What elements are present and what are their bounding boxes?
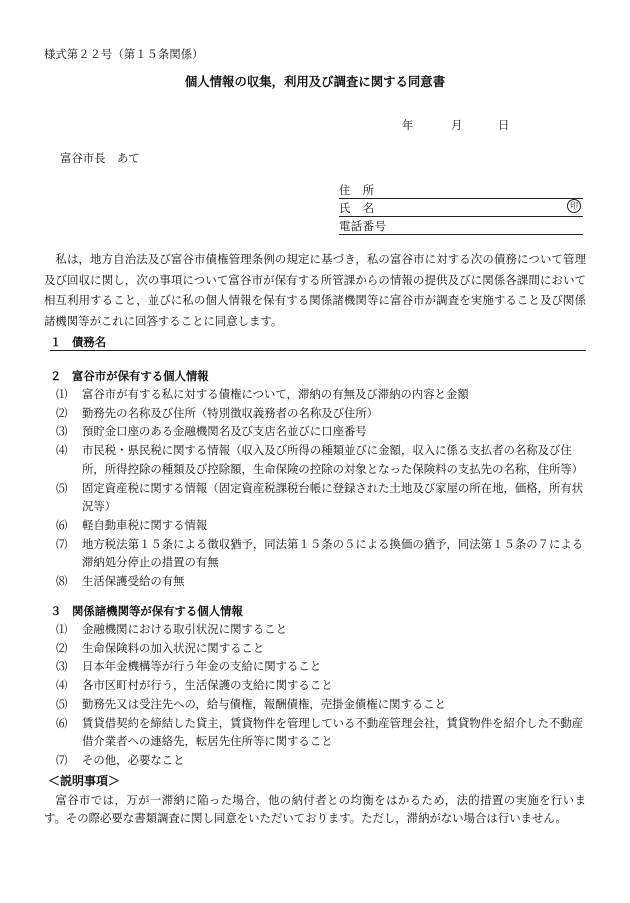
list-item-marker: ⑷: [56, 678, 68, 693]
date-day-label: 日: [498, 118, 510, 132]
list-item: [56, 639, 586, 658]
address-label: 住 所: [339, 183, 375, 197]
list-item-text: 金融機関における取引状況に関すること: [82, 622, 288, 636]
list-item-marker: ⑵: [56, 405, 68, 420]
addressee: 富谷市長 あて: [60, 151, 140, 165]
list-item: [56, 714, 586, 751]
list-item-marker: ⑶: [56, 424, 68, 439]
list-item-marker: ⑺: [56, 752, 68, 767]
seal-icon: 印: [567, 199, 581, 213]
section-debt-name[interactable]: [50, 334, 586, 351]
explanation-text: 富谷市では，万が一滞納に陥った場合，他の納付者との均衡をはかるため，法的措置の実施を行います。その際必要な書類調査に関し同意をいただいております。ただし，滞納がない場合は行いません。: [44, 793, 586, 826]
date-month-label: 月: [451, 118, 463, 132]
list-item-text: その他，必要なこと: [82, 752, 185, 767]
list-item-text: 軽自動車税に関する情報: [82, 517, 208, 532]
section2-list: [56, 385, 586, 591]
phone-field[interactable]: [339, 217, 583, 235]
list-item-marker: ⑵: [56, 640, 68, 655]
list-item: [56, 751, 586, 770]
explanation-heading: ＜説明事項＞: [48, 774, 121, 788]
list-item-text: 生命保険料の加入状況に関すること: [82, 640, 265, 655]
list-item: [56, 620, 586, 639]
list-item-text: 市民税・県民税に関する情報（収入及び所得の種類並びに金額，収入に係る支払者の名称及び住所，所得控除の種類及び控除額，生命保険の控除の対象となった保険料の支払先の名称，住所等）: [82, 443, 584, 476]
list-item: [56, 385, 586, 404]
list-item-marker: ⑴: [56, 387, 68, 401]
section3-title: 関係諸機関等が保有する個人情報: [72, 604, 243, 618]
list-item-marker: ⑻: [56, 574, 68, 589]
document-title: 個人情報の収集，利用及び調査に関する同意書: [184, 74, 446, 89]
list-item: [56, 535, 586, 572]
name-field[interactable]: [339, 199, 583, 217]
list-item-text: 固定資産税に関する情報（固定資産税課税台帳に登録された土地及び家屋の所在地，価格，所有状況等）: [82, 480, 584, 514]
list-item: [56, 479, 586, 516]
date-year-label: 年: [402, 118, 414, 132]
list-item: [56, 422, 586, 441]
list-item-marker: ⑴: [56, 622, 68, 636]
list-item: [56, 572, 586, 591]
list-item: [56, 657, 586, 676]
list-item: [56, 516, 586, 535]
list-item-marker: ⑶: [56, 659, 68, 674]
section2-title: 富谷市が保有する個人情報: [72, 369, 209, 383]
address-field[interactable]: [339, 181, 583, 199]
section3-heading: [50, 603, 350, 619]
form-number: 様式第２２号（第１５条関係）: [44, 47, 204, 61]
list-item: [56, 695, 586, 714]
list-item-marker: ⑹: [56, 715, 68, 730]
list-item-text: 預貯金口座のある金融機関名及び支店名並びに口座番号: [82, 424, 367, 439]
section1-number: １: [50, 335, 62, 349]
section3-number: ３: [50, 604, 62, 618]
list-item-text: 地方税法第１５条による徴収猶予，同法第１５条の５による換価の猶予，同法第１５条の７による滞納処分停止の措置の有無: [82, 536, 584, 570]
section2-heading: [50, 368, 350, 384]
list-item-text: 勤務先又は受注先への，給与債権，報酬債権，売掛金債権に関すること: [82, 696, 447, 711]
list-item-marker: ⑸: [56, 480, 68, 495]
list-item-text: 勤務先の名称及び住所（特別徴収義務者の名称及び住所）: [82, 405, 379, 420]
list-item-text: 富谷市が有する私に対する債権について，滞納の有無及び滞納の内容と金額: [82, 387, 469, 401]
list-item-marker: ⑹: [56, 517, 68, 532]
consent-paragraph: 私は，地方自治法及び富谷市債権管理条例の規定に基づき，私の富谷市に対する次の債務について管理及び回収に関し，次の事項について富谷市が保有する所管課からの情報の提供及びに関係各課間において相互利用すること，並びに私の個人情報を保有する関係諸機関等に富谷市が調査を実施すること及び関係諸機関等がこれに回答することに同意します。: [44, 252, 586, 328]
list-item: [56, 441, 586, 478]
section2-number: ２: [50, 369, 62, 383]
list-item-marker: ⑸: [56, 696, 68, 711]
list-item-marker: ⑺: [56, 536, 68, 551]
list-item-text: 賃貸借契約を締結した貸主，賃貸物件を管理している不動産管理会社，賃貸物件を紹介した不動産借介業者への連絡先，転居先住所等に関すること: [82, 715, 584, 749]
section1-title: 債務名: [72, 335, 107, 349]
list-item: [56, 404, 586, 423]
list-item-text: 日本年金機構等が行う年金の支給に関すること: [82, 659, 322, 674]
list-item-text: 生活保護受給の有無: [82, 574, 185, 589]
list-item-marker: ⑷: [56, 443, 68, 458]
name-label: 氏 名: [339, 201, 375, 215]
phone-label: 電話番号: [339, 219, 387, 233]
list-item: [56, 676, 586, 695]
list-item-text: 各市区町村が行う，生活保護の支給に関すること: [82, 678, 333, 693]
section3-list: [56, 620, 586, 770]
